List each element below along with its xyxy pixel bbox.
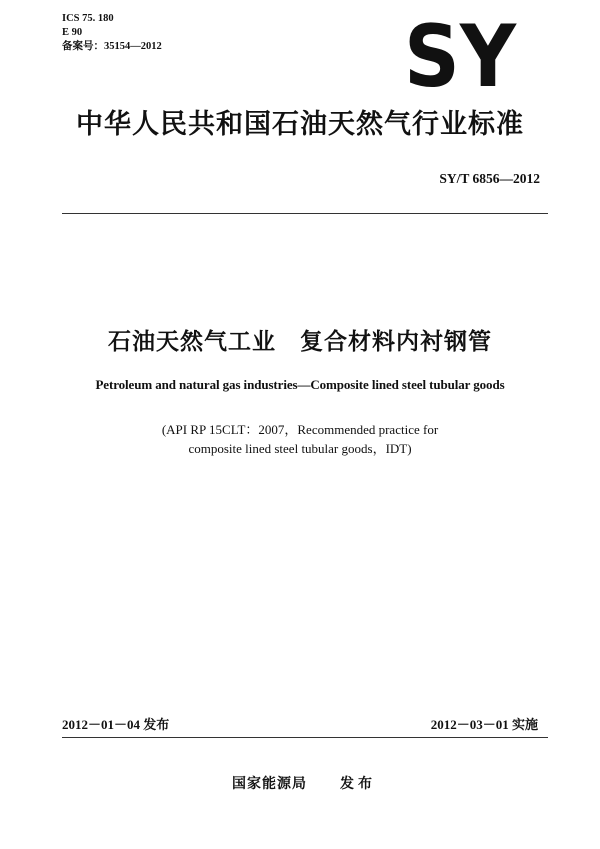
issued-label: 发布 bbox=[340, 776, 376, 792]
sy-logo-text: SY bbox=[404, 8, 518, 98]
chinese-title: 石油天然气工业 复合材料内衬钢管 bbox=[108, 329, 492, 355]
header-divider bbox=[62, 213, 548, 214]
ics-code: ICS 75. 180 bbox=[62, 13, 114, 24]
record-number: 备案号：35154—2012 bbox=[62, 41, 162, 52]
publish-date: 2012－01－04 发布 bbox=[62, 717, 170, 732]
standard-organization: 中华人民共和国石油天然气行业标准 bbox=[76, 109, 524, 140]
adoption-note-line-2: composite lined steel tubular goods，IDT) bbox=[188, 441, 412, 456]
adoption-note-line-1: (API RP 15CLT：2007，Recommended practice for bbox=[161, 422, 439, 437]
issuing-authority: 国家能源局 bbox=[232, 776, 307, 792]
sy-logo bbox=[400, 8, 520, 98]
english-title: Petroleum and natural gas industries—Composite lined steel tubular goods bbox=[95, 377, 505, 392]
adoption-note bbox=[0, 420, 600, 458]
standard-number: SY/T 6856—2012 bbox=[439, 171, 540, 186]
effective-date: 2012－03－01 实施 bbox=[430, 717, 538, 732]
footer-divider bbox=[62, 737, 548, 738]
classification-code: E 90 bbox=[62, 27, 83, 38]
